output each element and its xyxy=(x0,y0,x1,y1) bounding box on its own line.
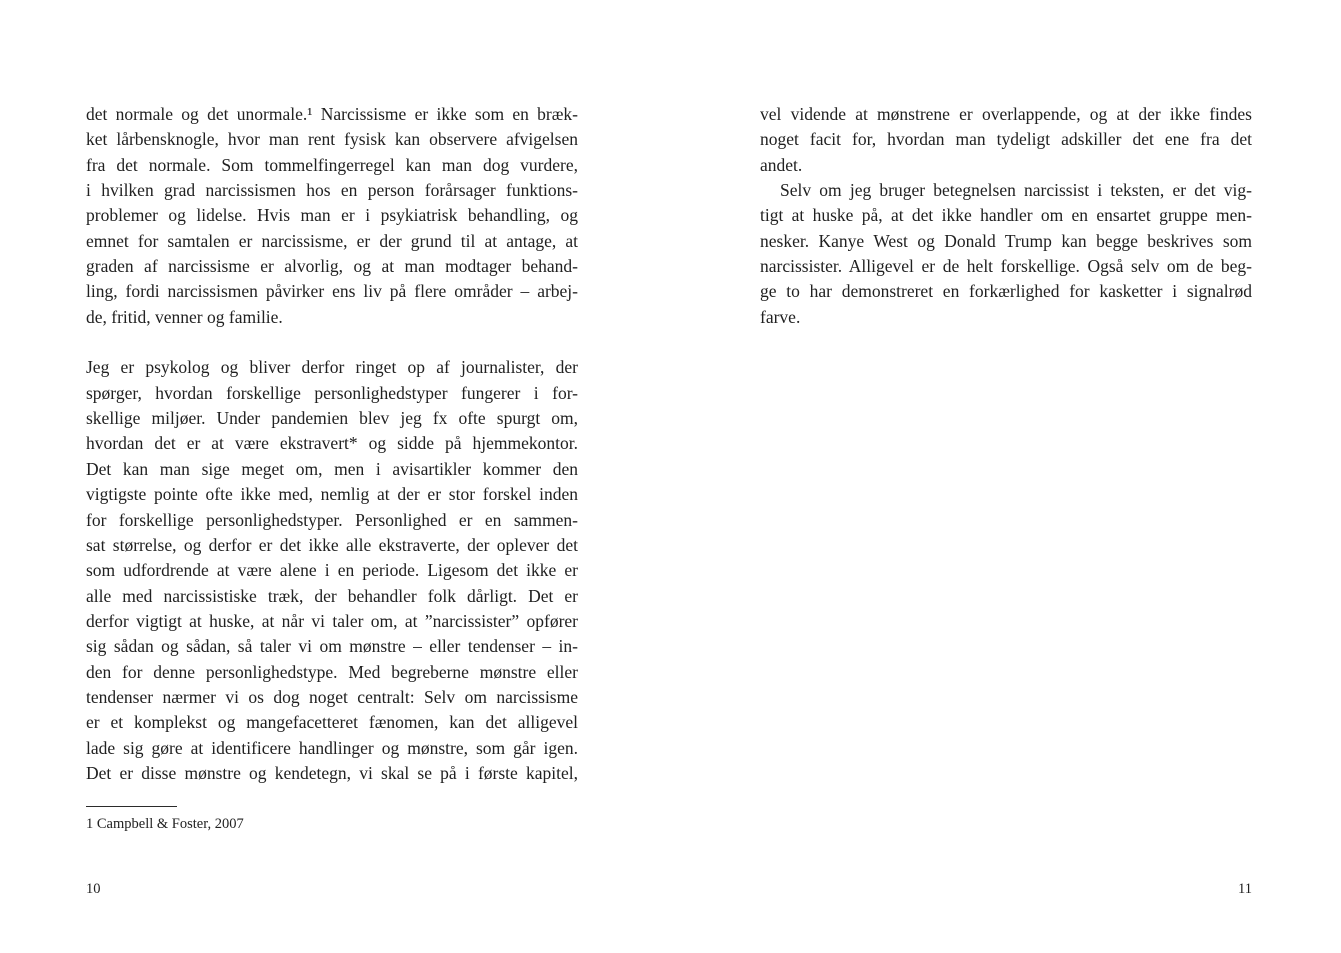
text-line: nesker. Kanye West og Donald Trump kan begge beskrives som xyxy=(760,230,1252,251)
text-line: ket lårbensknogle, hvor man rent fysisk kan observere afvigelsen xyxy=(86,129,578,150)
page-number-right: 11 xyxy=(1238,881,1252,897)
left-page-footnote-area xyxy=(86,806,578,833)
footnote-rule xyxy=(86,806,177,807)
text-line: den for denne personlighedstype. Med begreberne mønstre eller xyxy=(86,661,578,682)
text-line: farve. xyxy=(760,306,801,327)
text-line: problemer og lidelse. Hvis man er i psykiatrisk behandling, og xyxy=(86,205,578,226)
text-line: andet. xyxy=(760,154,803,175)
text-line: Selv om jeg bruger betegnelsen narcissist i teksten, er det vig- xyxy=(780,180,1252,201)
text-line: derfor vigtigt at huske, at når vi taler om, at ”narcissister” opfører xyxy=(86,610,578,631)
right-page-text-column xyxy=(760,102,1252,330)
text-line: spørger, hvordan forskellige personlighedstyper fungerer i for- xyxy=(86,382,578,403)
text-line: emnet for samtalen er narcissisme, er der grund til at antage, at xyxy=(86,230,578,251)
text-line: fra det normale. Som tommelfingerregel kan man dog vurdere, xyxy=(86,154,578,175)
text-line: noget facit for, hvordan man tydeligt adskiller det ene fra det xyxy=(760,129,1252,150)
text-line: Jeg er psykolog og bliver derfor ringet op af journalister, der xyxy=(86,357,578,378)
footnote-block xyxy=(86,806,578,833)
text-line: hvordan det er at være ekstravert* og sidde på hjemmekontor. xyxy=(86,433,578,454)
text-line: sat størrelse, og derfor er det ikke alle ekstraverte, der oplever det xyxy=(86,534,578,555)
text-line: vel vidende at mønstrene er overlappende, og at der ikke findes xyxy=(760,104,1252,124)
text-line: det normale og det unormale.¹ Narcissisme er ikke som en bræk- xyxy=(86,104,578,124)
text-line: ling, fordi narcissismen påvirker ens liv på flere områder – arbej- xyxy=(86,281,578,302)
text-line: ge to har demonstreret en forkærlighed for kasketter i signalrød xyxy=(760,281,1252,302)
text-line: tendenser nærmer vi os dog noget centralt: Selv om narcissisme xyxy=(86,686,578,707)
footnote-text: 1 Campbell & Foster, 2007 xyxy=(86,816,244,832)
right-paragraph-2 xyxy=(760,178,1252,330)
text-line: alle med narcissistiske træk, der behandler folk dårligt. Det er xyxy=(86,585,578,606)
left-paragraph-2 xyxy=(86,355,578,786)
text-line: Det kan man sige meget om, men i avisartikler kommer den xyxy=(86,458,578,479)
text-line: for forskellige personlighedstyper. Personlighed er en sammen- xyxy=(86,509,578,530)
text-line: tigt at huske på, at det ikke handler om en ensartet gruppe men- xyxy=(760,205,1252,226)
page-number-left: 10 xyxy=(86,881,101,897)
text-line: sig sådan og sådan, så taler vi om mønstre – eller tendenser – in- xyxy=(86,636,578,657)
text-line: Det er disse mønstre og kendetegn, vi skal se på i første kapitel, xyxy=(86,762,578,783)
left-page-text-column xyxy=(86,102,578,786)
text-line: de, fritid, venner og familie. xyxy=(86,306,283,327)
text-line: narcissister. Alligevel er de helt forskellige. Også selv om de beg- xyxy=(760,256,1252,277)
right-paragraph-1 xyxy=(760,102,1252,178)
text-line: vigtigste pointe ofte ikke med, nemlig at der er stor forskel inden xyxy=(86,484,578,505)
text-line: i hvilken grad narcissismen hos en person forårsager funktions- xyxy=(86,180,578,201)
text-line: som udfordrende at være alene i en periode. Ligesom det ikke er xyxy=(86,560,578,581)
text-line: skellige miljøer. Under pandemien blev jeg fx ofte spurgt om, xyxy=(86,408,578,429)
text-line: lade sig gøre at identificere handlinger og mønstre, som går igen. xyxy=(86,737,578,758)
text-line: graden af narcissisme er alvorlig, og at man modtager behand- xyxy=(86,256,578,277)
text-line: er et komplekst og mangefacetteret fænomen, kan det alligevel xyxy=(86,712,578,733)
left-paragraph-1 xyxy=(86,102,578,330)
